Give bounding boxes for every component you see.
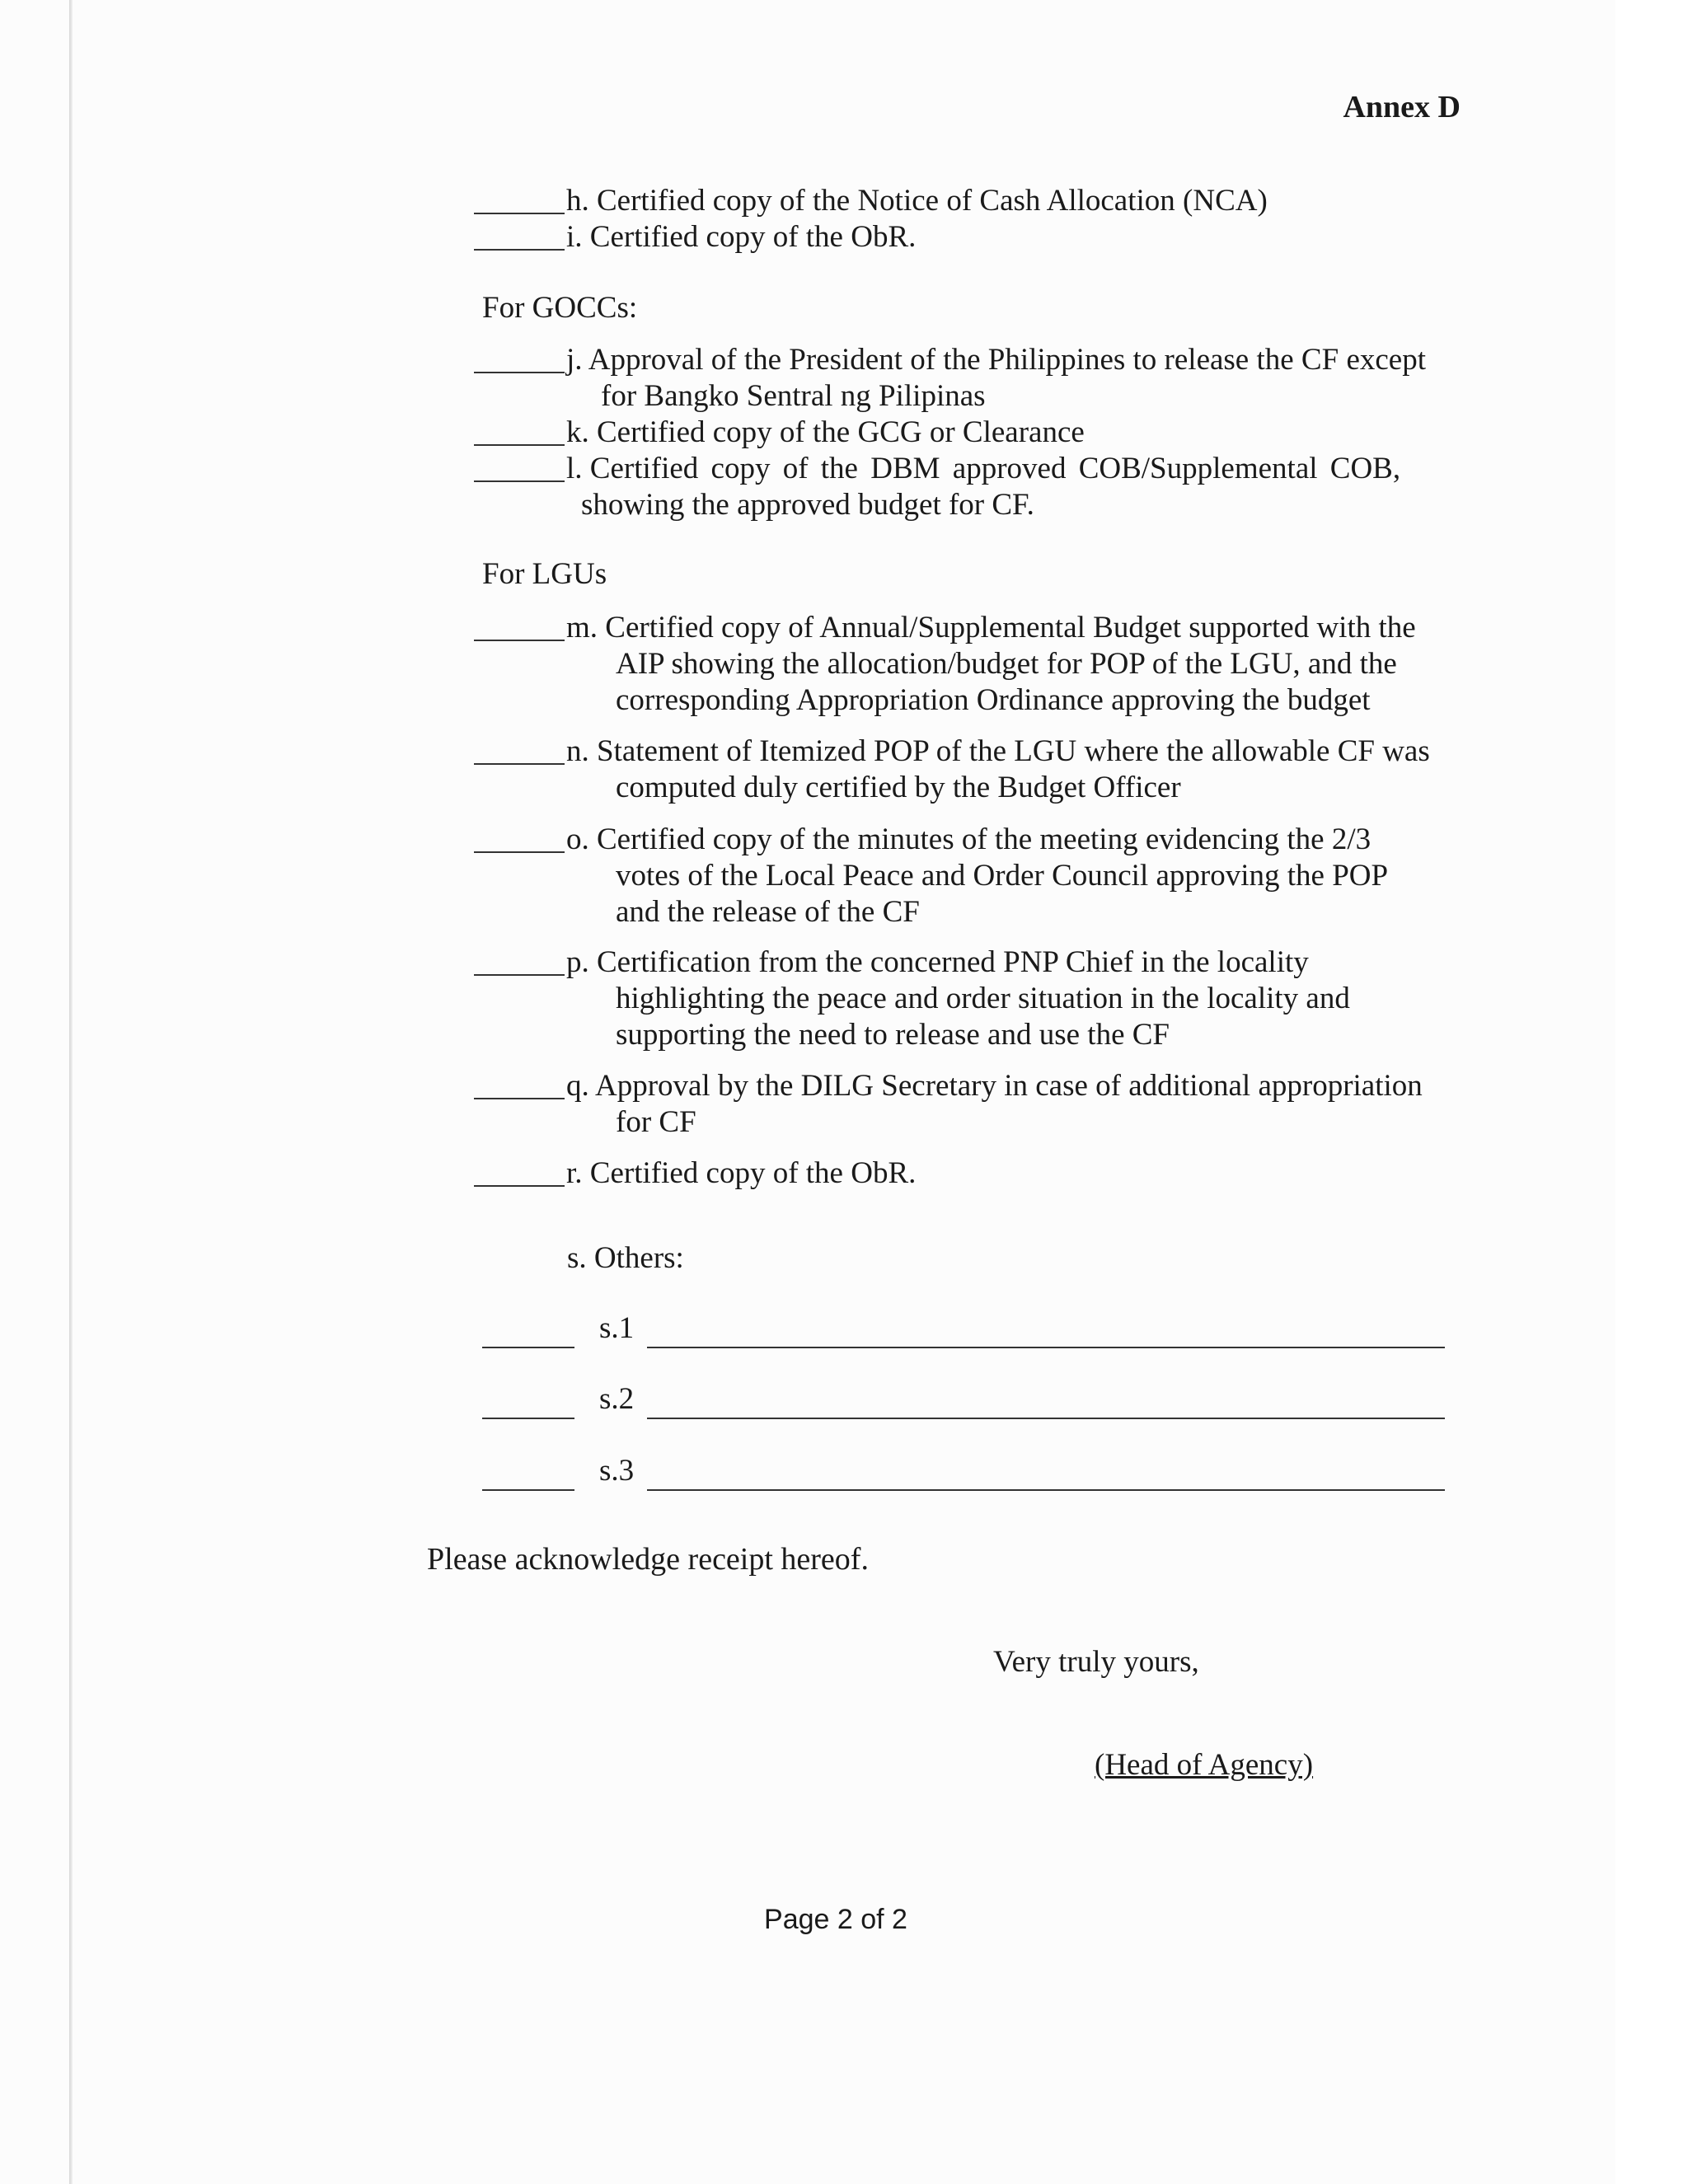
item-letter: h. <box>566 184 589 218</box>
others-entry-line[interactable] <box>647 1317 1445 1348</box>
item-text-cont: AIP showing the allocation/budget for POP of the LGU, and the <box>616 647 1397 681</box>
check-blank[interactable] <box>474 342 565 373</box>
item-text: Certified copy of Annual/Supplemental Budget supported with the <box>605 611 1416 644</box>
item-letter: m. <box>566 611 598 644</box>
closing-text: Very truly yours, <box>993 1645 1199 1679</box>
scan-edge-shadow <box>69 0 73 2184</box>
others-row-label: s.3 <box>599 1454 635 1488</box>
others-row-s2 <box>482 1381 1447 1422</box>
item-letter: j. <box>566 343 583 377</box>
item-text-cont: for CF <box>616 1105 696 1139</box>
others-label: s. Others: <box>567 1241 684 1275</box>
check-blank[interactable] <box>474 1155 565 1187</box>
item-text-cont: showing the approved budget for CF. <box>581 488 1034 522</box>
item-text: Certification from the concerned PNP Chief in the locality <box>597 945 1309 979</box>
check-blank[interactable] <box>474 733 565 765</box>
item-text: Statement of Itemized POP of the LGU where the allowable CF was <box>597 734 1430 768</box>
check-blank[interactable] <box>482 1388 574 1419</box>
check-blank[interactable] <box>482 1317 574 1348</box>
item-text: Certified copy of the DBM approved COB/Supplemental COB, <box>589 452 1401 485</box>
item-letter: o. <box>566 823 589 856</box>
item-text-cont: corresponding Appropriation Ordinance approving the budget <box>616 683 1371 717</box>
item-text-cont: for Bangko Sentral ng Pilipinas <box>601 379 986 413</box>
check-blank[interactable] <box>474 822 565 853</box>
item-letter: k. <box>566 415 589 449</box>
page-number: Page 2 of 2 <box>764 1904 907 1935</box>
item-text: Certified copy of the minutes of the meeting evidencing the 2/3 <box>597 823 1372 856</box>
check-blank[interactable] <box>482 1460 574 1491</box>
item-text-cont: supporting the need to release and use the CF <box>616 1018 1170 1052</box>
check-blank[interactable] <box>474 183 565 214</box>
item-letter: l. <box>566 452 583 485</box>
signatory: (Head of Agency) <box>1095 1748 1314 1782</box>
check-blank[interactable] <box>474 219 565 251</box>
scan-margin <box>1615 0 1688 2184</box>
others-row-s1 <box>482 1310 1447 1352</box>
item-letter: i. <box>566 220 583 254</box>
item-text: Certified copy of the Notice of Cash Allocation (NCA) <box>597 184 1268 218</box>
check-blank[interactable] <box>474 415 565 446</box>
acknowledge-text: Please acknowledge receipt hereof. <box>427 1542 869 1577</box>
item-text: Certified copy of the GCG or Clearance <box>597 415 1085 449</box>
item-letter: r. <box>566 1156 583 1190</box>
item-letter: n. <box>566 734 589 768</box>
check-blank[interactable] <box>474 451 565 482</box>
check-blank[interactable] <box>474 1068 565 1099</box>
item-text: Certified copy of the ObR. <box>589 220 917 254</box>
item-text: Certified copy of the ObR. <box>589 1156 917 1190</box>
check-blank[interactable] <box>474 944 565 976</box>
item-letter: q. <box>566 1069 589 1103</box>
item-text-cont: computed duly certified by the Budget Officer <box>616 771 1181 804</box>
section-heading-lgus: For LGUs <box>482 557 607 591</box>
item-text-cont: highlighting the peace and order situation in the locality and <box>616 982 1350 1015</box>
item-text: Approval by the DILG Secretary in case of additional appropriation <box>594 1069 1423 1103</box>
others-entry-line[interactable] <box>647 1460 1445 1491</box>
check-blank[interactable] <box>474 610 565 641</box>
item-text-cont: and the release of the CF <box>616 895 920 929</box>
item-text-cont: votes of the Local Peace and Order Council approving the POP <box>616 859 1389 893</box>
others-row-s3 <box>482 1453 1447 1494</box>
item-letter: p. <box>566 945 589 979</box>
others-entry-line[interactable] <box>647 1388 1445 1419</box>
item-text: Approval of the President of the Philippines to release the CF except <box>588 343 1426 377</box>
section-heading-goccs: For GOCCs: <box>482 291 638 325</box>
others-row-label: s.1 <box>599 1311 635 1345</box>
annex-label: Annex D <box>1343 90 1461 124</box>
others-row-label: s.2 <box>599 1382 635 1416</box>
